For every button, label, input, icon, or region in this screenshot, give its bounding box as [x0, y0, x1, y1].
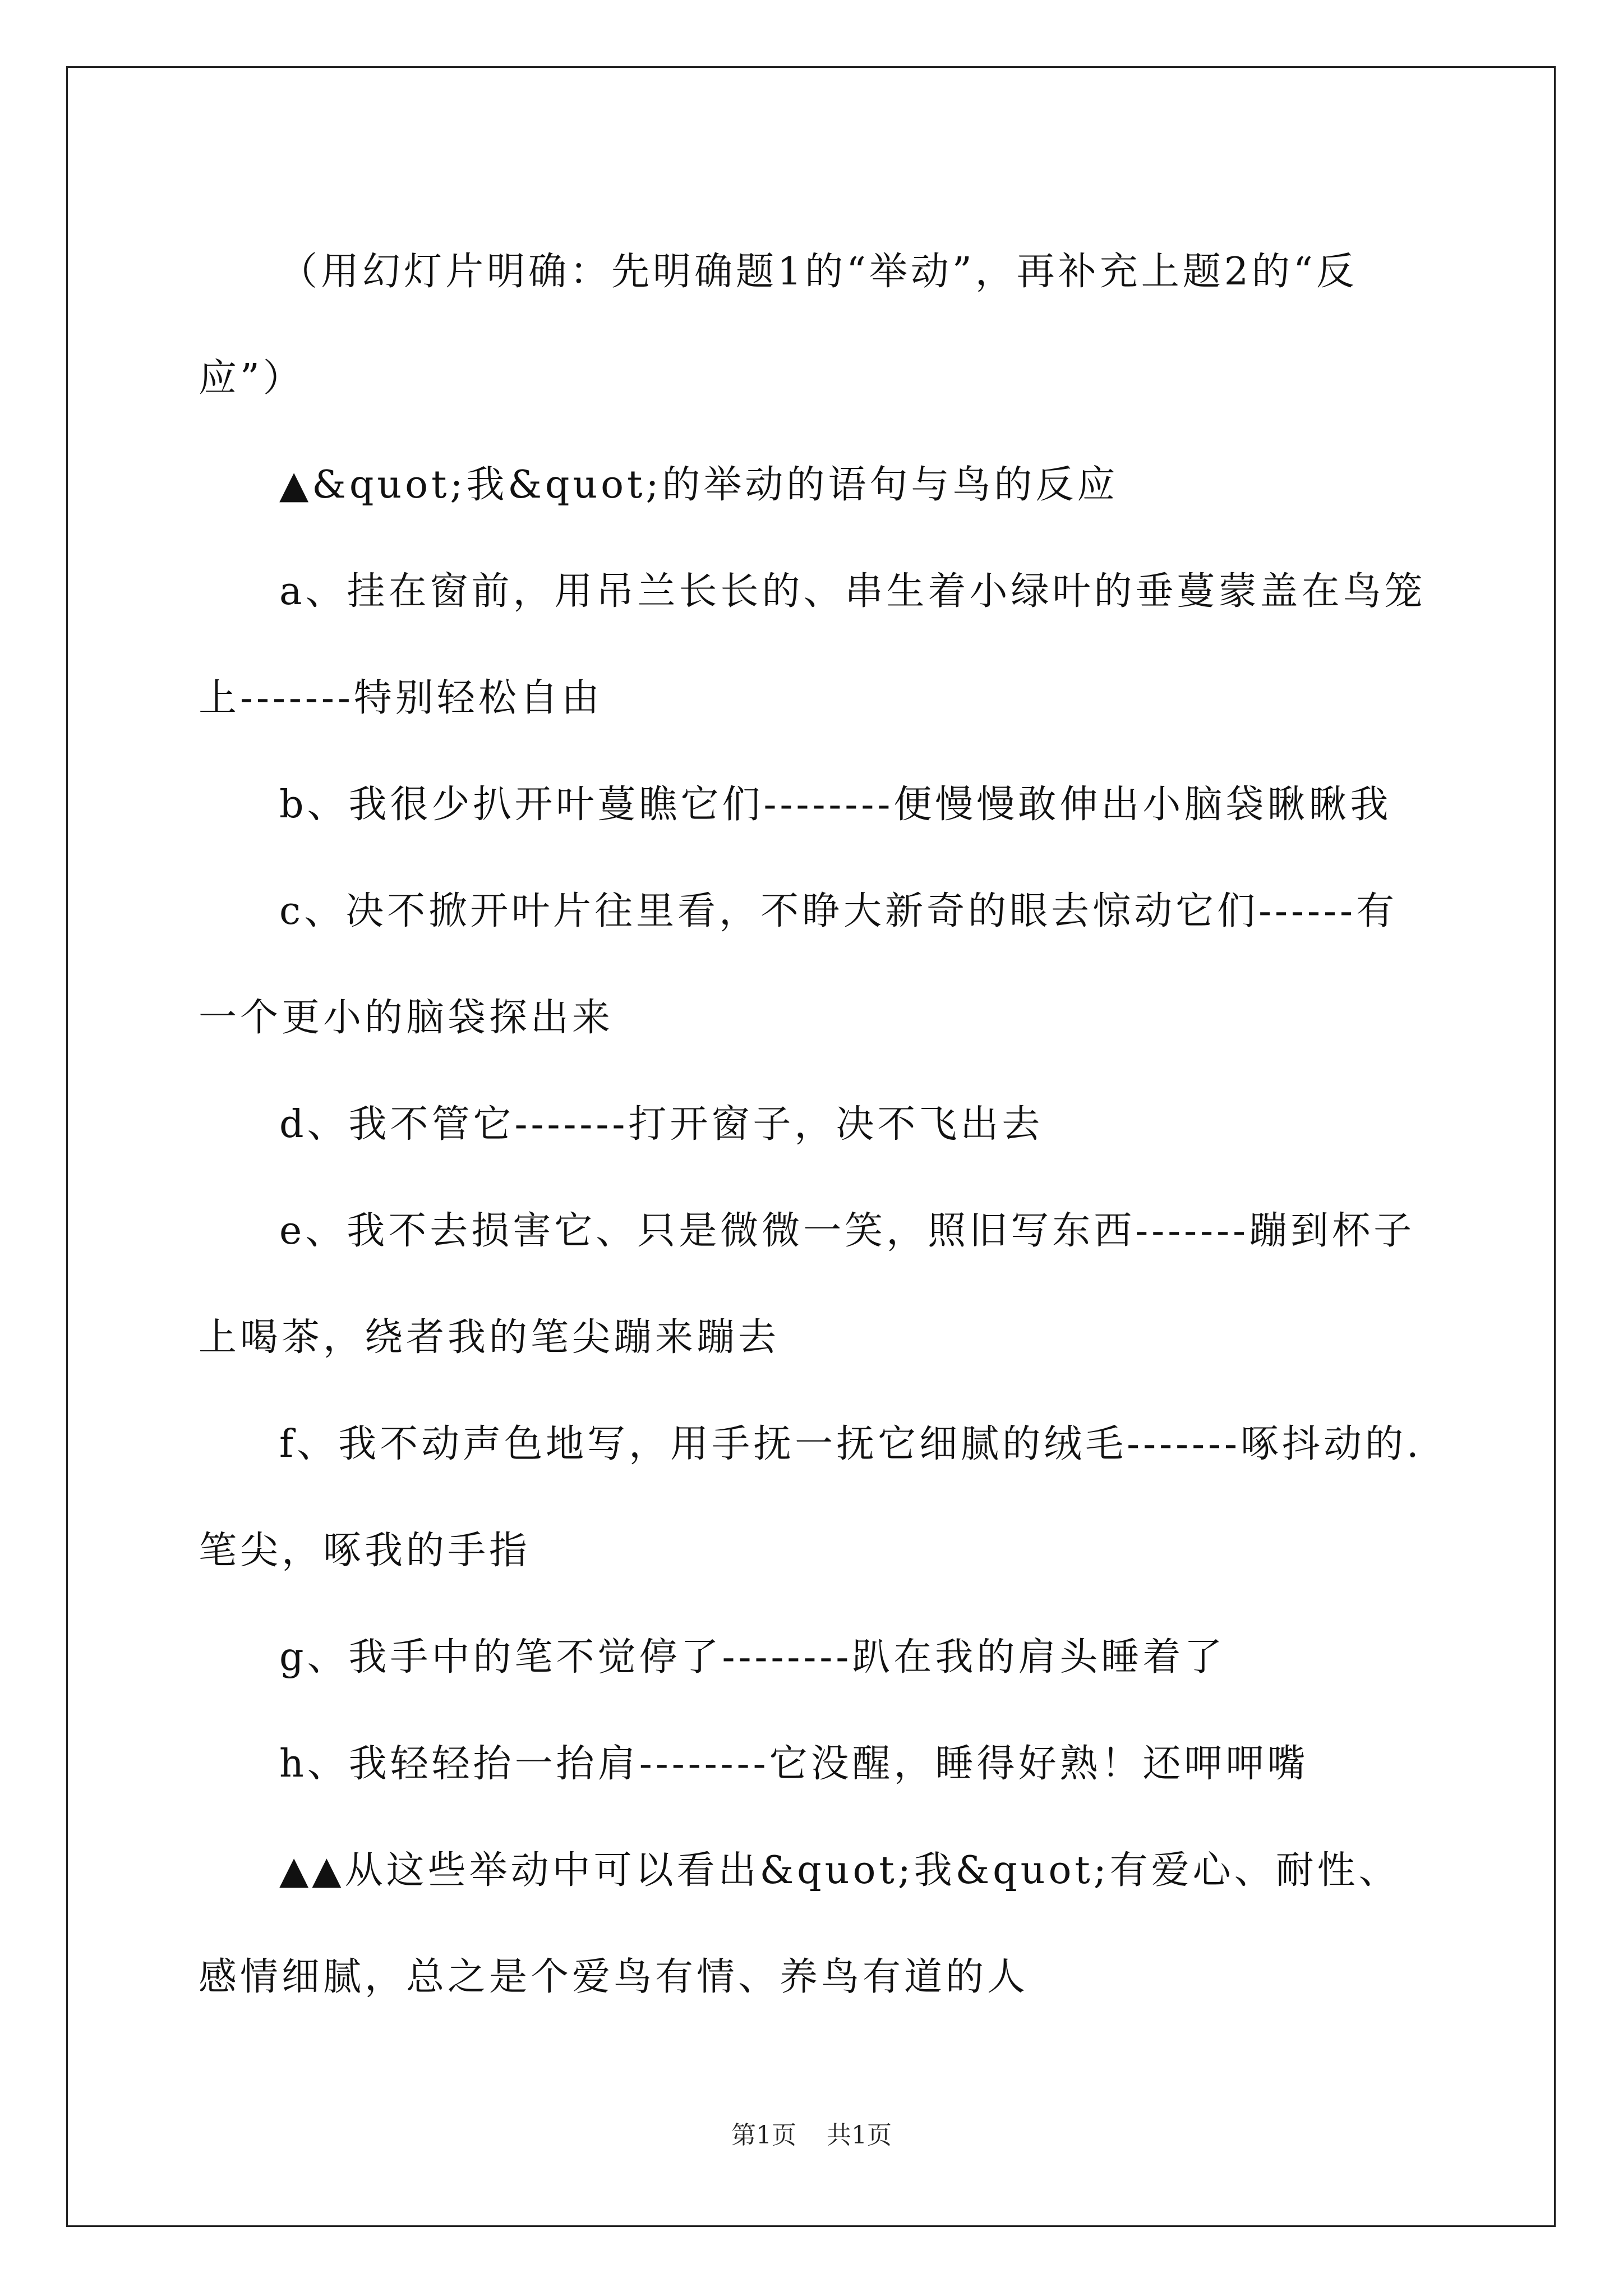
- paragraph-item-g: g、我手中的笔不觉停了--------趴在我的肩头睡着了: [279, 1635, 1226, 1680]
- page-number-current: 第1页: [731, 2121, 796, 2150]
- paragraph-item-d: d、我不管它-------打开窗子，决不飞出去: [279, 1102, 1044, 1147]
- page-number-total: 共1页: [827, 2121, 892, 2150]
- paragraph-slide-note: （用幻灯片明确：先明确题1的“举动”，再补充上题2的“反应”）: [199, 250, 1358, 401]
- paragraph-heading-actions: ▲&quot;我&quot;的举动的语句与鸟的反应: [279, 463, 1119, 507]
- paragraph-item-b: b、我很少扒开叶蔓瞧它们--------便慢慢敢伸出小脑袋瞅瞅我: [279, 783, 1392, 827]
- paragraph-item-c: c、决不掀开叶片往里看，不睁大新奇的眼去惊动它们------有一个更小的脑袋探出来: [199, 889, 1398, 1040]
- paragraph-conclusion: ▲▲从这些举动中可以看出&quot;我&quot;有爱心、耐性、感情细腻，总之是个爱鸟有情、养鸟有道的人: [199, 1848, 1400, 1999]
- document-body: [199, 219, 1427, 2031]
- paragraph-item-f: f、我不动声色地写，用手抚一抚它细腻的绒毛-------啄抖动的.笔尖，啄我的手指: [199, 1422, 1422, 1573]
- paragraph-item-h: h、我轻轻抬一抬肩--------它没醒，睡得好熟！还呷呷嘴: [279, 1742, 1309, 1786]
- paragraph-item-a: a、挂在窗前，用吊兰长长的、串生着小绿叶的垂蔓蒙盖在鸟笼上-------特别轻松自由: [199, 569, 1426, 720]
- paragraph-item-e: e、我不去损害它、只是微微一笑，照旧写东西-------蹦到杯子上喝茶，绕者我的笔尖蹦来蹦去: [199, 1209, 1415, 1360]
- page-footer: [0, 2115, 1623, 2151]
